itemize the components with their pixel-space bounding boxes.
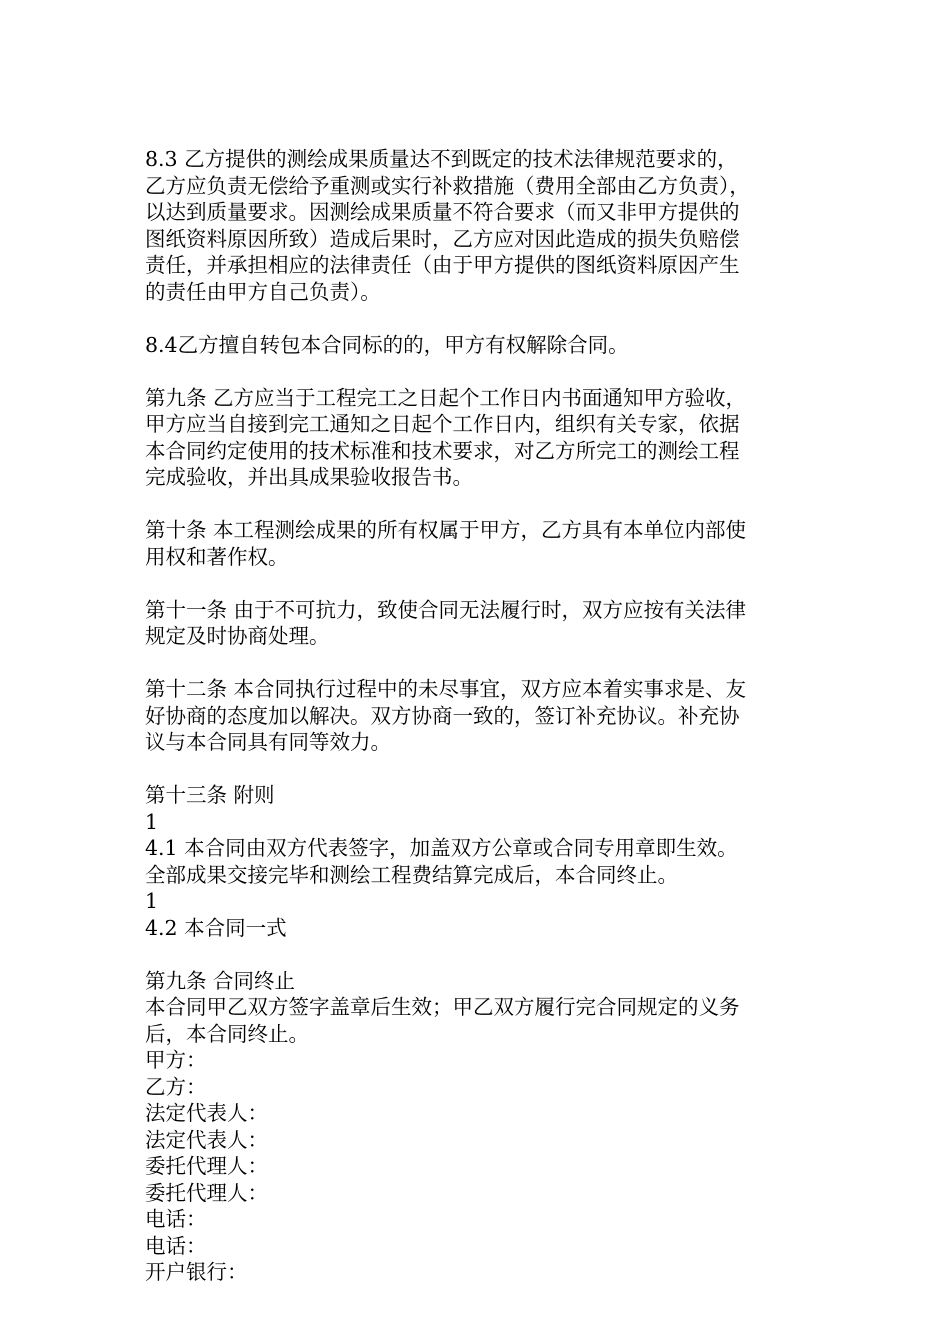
text-line: 1 — [145, 889, 159, 913]
text-line: 4.1 本合同由双方代表签字，加盖双方公章或合同专用章即生效。 — [145, 836, 738, 860]
text-line: 规定及时协商处理。 — [145, 624, 330, 648]
text-line: 第十三条 附则 — [145, 783, 275, 807]
signature-field-agent: 委托代理人： — [145, 1154, 268, 1178]
text-line: 责任，并承担相应的法律责任（由于甲方提供的图纸资料原因产生 — [145, 253, 740, 277]
signature-field-agent: 委托代理人： — [145, 1180, 268, 1205]
text-line: 议与本合同具有同等效力。 — [145, 730, 391, 754]
text-line: 8.4乙方擅自转包本合同标的的，甲方有权解除合同。 — [145, 332, 629, 357]
article-10 — [145, 517, 815, 570]
article-9 — [145, 385, 815, 491]
text-line: 8.3 乙方提供的测绘成果质量达不到既定的技术法律规范要求的， — [145, 147, 738, 171]
text-line: 用权和著作权。 — [145, 544, 289, 569]
clause-8-3 — [145, 146, 815, 305]
text-line: 以达到质量要求。因测绘成果质量不符合要求（而又非甲方提供的 — [145, 200, 740, 224]
text-line: 后，本合同终止。 — [145, 1021, 309, 1046]
contract-page — [145, 146, 815, 1286]
article-11 — [145, 597, 815, 650]
text-line: 本合同甲乙双方签字盖章后生效；甲乙双方履行完合同规定的义务 — [145, 995, 740, 1019]
text-line: 甲方应当自接到完工通知之日起个工作日内，组织有关专家，依据 — [145, 412, 740, 436]
text-line: 本合同约定使用的技术标准和技术要求，对乙方所完工的测绘工程 — [145, 438, 740, 463]
text-line: 1 — [145, 809, 159, 834]
text-line: 第九条 乙方应当于工程完工之日起个工作日内书面通知甲方验收， — [145, 385, 747, 410]
text-line: 乙方应负责无偿给予重测或实行补救措施（费用全部由乙方负责）， — [145, 173, 750, 198]
text-line: 第十二条 本合同执行过程中的未尽事宜，双方应本着实事求是、友 — [145, 677, 747, 701]
signature-field-phone: 电话： — [145, 1207, 207, 1231]
text-line: 第十条 本工程测绘成果的所有权属于甲方，乙方具有本单位内部使 — [145, 518, 747, 542]
text-line: 全部成果交接完毕和测绘工程费结算完成后，本合同终止。 — [145, 862, 678, 887]
text-line: 第九条 合同终止 — [145, 968, 296, 993]
signature-field-legal-rep: 法定代表人： — [145, 1127, 268, 1152]
article-12 — [145, 676, 815, 756]
clause-8-4 — [145, 332, 815, 359]
signature-field-party-b: 乙方： — [145, 1074, 207, 1099]
signature-field-bank: 开户银行： — [145, 1260, 248, 1284]
text-line: 4.2 本合同一式 — [145, 915, 287, 940]
text-line: 第十一条 由于不可抗力，致使合同无法履行时，双方应按有关法律 — [145, 597, 747, 622]
article-9-termination — [145, 968, 815, 1286]
text-line: 图纸资料原因所致）造成后果时，乙方应对因此造成的损失负赔偿 — [145, 226, 740, 251]
signature-field-phone: 电话： — [145, 1233, 207, 1258]
text-line: 的责任由甲方自己负责）。 — [145, 279, 381, 304]
article-13 — [145, 782, 815, 941]
signature-field-legal-rep: 法定代表人： — [145, 1101, 268, 1125]
text-line: 好协商的态度加以解决。双方协商一致的，签订补充协议。补充协 — [145, 703, 740, 728]
signature-field-party-a: 甲方： — [145, 1048, 207, 1072]
text-line: 完成验收，并出具成果验收报告书。 — [145, 465, 473, 489]
